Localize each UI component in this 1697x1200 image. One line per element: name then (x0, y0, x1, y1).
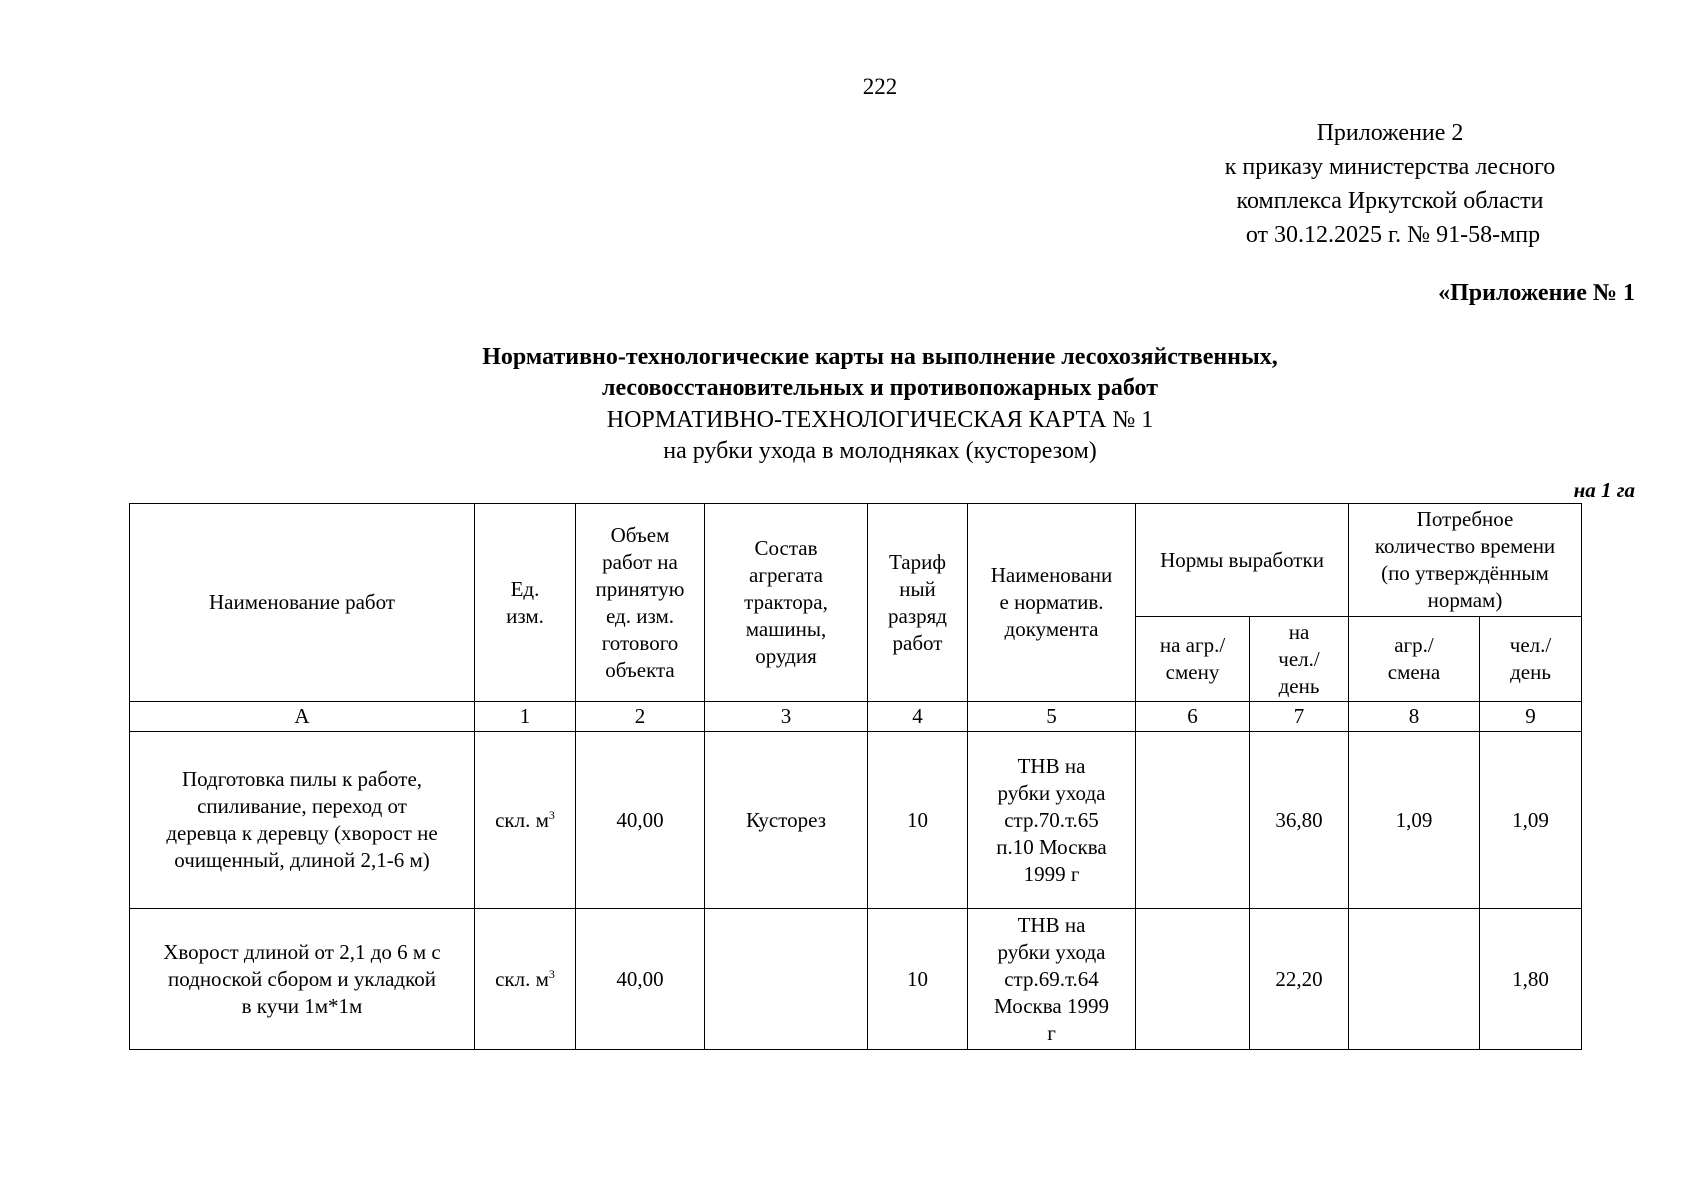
column-number: А (130, 702, 475, 732)
card-title: НОРМАТИВНО-ТЕХНОЛОГИЧЕСКАЯ КАРТА № 1 (606, 407, 1154, 433)
cell-document: ТНВ на рубки ухода стр.69.т.64 Москва 1999 г (968, 909, 1136, 1050)
cell-work-name: Хворост длиной от 2,1 до 6 м с подноской сбором и укладкой в кучи 1м*1м (130, 909, 475, 1050)
cell-norm-man: 22,20 (1250, 909, 1349, 1050)
header-norms-man: на чел./ день (1250, 617, 1349, 702)
column-number: 2 (576, 702, 705, 732)
cell-time-agr (1349, 909, 1480, 1050)
appendix-line: от 30.12.2025 г. № 91-58-мпр (1245, 222, 1541, 248)
cell-time-man: 1,80 (1480, 909, 1582, 1050)
page-number: 222 (862, 74, 898, 99)
header-document: Наименовани е норматив. документа (968, 504, 1136, 702)
unit-text: скл. м (495, 807, 549, 832)
header-tariff: Тариф ный разряд работ (868, 504, 968, 702)
cell-volume: 40,00 (576, 909, 705, 1050)
cell-tariff: 10 (868, 732, 968, 909)
column-number: 6 (1136, 702, 1250, 732)
table-row (130, 909, 1582, 1050)
cell-norm-man: 36,80 (1250, 732, 1349, 909)
main-title-line-1: Нормативно-технологические карты на выполнение лесохозяйственных, (482, 344, 1278, 370)
cell-document: ТНВ на рубки ухода стр.70.т.65 п.10 Москва 1999 г (968, 732, 1136, 909)
header-work-name: Наименование работ (130, 504, 475, 702)
unit-superscript: 3 (548, 807, 555, 822)
appendix-line: к приказу министерства лесного (1224, 154, 1556, 180)
column-number: 9 (1480, 702, 1582, 732)
card-subtitle: на рубки ухода в молодняках (кусторезом) (663, 438, 1097, 464)
norms-table (129, 503, 1582, 1050)
cell-volume: 40,00 (576, 732, 705, 909)
document-titles (0, 342, 1697, 467)
cell-tariff: 10 (868, 909, 968, 1050)
cell-unit (475, 732, 576, 909)
column-number: 1 (475, 702, 576, 732)
main-title-line-2: лесовосстановительных и противопожарных работ (602, 375, 1158, 401)
header-unit: Ед. изм. (475, 504, 576, 702)
column-number: 8 (1349, 702, 1480, 732)
header-row (130, 504, 1582, 617)
header-time-agr: агр./ смена (1349, 617, 1480, 702)
column-number: 4 (868, 702, 968, 732)
unit-text: скл. м (495, 966, 549, 991)
column-number: 5 (968, 702, 1136, 732)
cell-norm-agr (1136, 909, 1250, 1050)
annex-label: «Приложение № 1 (1438, 280, 1635, 306)
header-time-man: чел./ день (1480, 617, 1582, 702)
column-number: 3 (705, 702, 868, 732)
cell-time-agr: 1,09 (1349, 732, 1480, 909)
header-time-needed: Потребное количество времени (по утверждённым нормам) (1349, 504, 1582, 617)
table-row (130, 732, 1582, 909)
header-composition: Состав агрегата трактора, машины, орудия (705, 504, 868, 702)
cell-work-name: Подготовка пилы к работе, спиливание, переход от деревца к деревцу (хворост не очищенный, длиной 2,1-6 м) (130, 732, 475, 909)
cell-composition: Кусторез (705, 732, 868, 909)
unit-superscript: 3 (548, 966, 555, 981)
cell-norm-agr (1136, 732, 1250, 909)
header-volume: Объем работ на принятую ед. изм. готового объекта (576, 504, 705, 702)
unit-note: на 1 га (1573, 478, 1635, 502)
header-norms: Нормы выработки (1136, 504, 1349, 617)
appendix-line: Приложение 2 (1316, 120, 1464, 146)
cell-composition (705, 909, 868, 1050)
column-number: 7 (1250, 702, 1349, 732)
cell-time-man: 1,09 (1480, 732, 1582, 909)
appendix-line: комплекса Иркутской области (1236, 188, 1544, 214)
header-norms-agr: на агр./ смену (1136, 617, 1250, 702)
column-number-row (130, 702, 1582, 732)
cell-unit (475, 909, 576, 1050)
appendix-reference (1160, 116, 1620, 252)
